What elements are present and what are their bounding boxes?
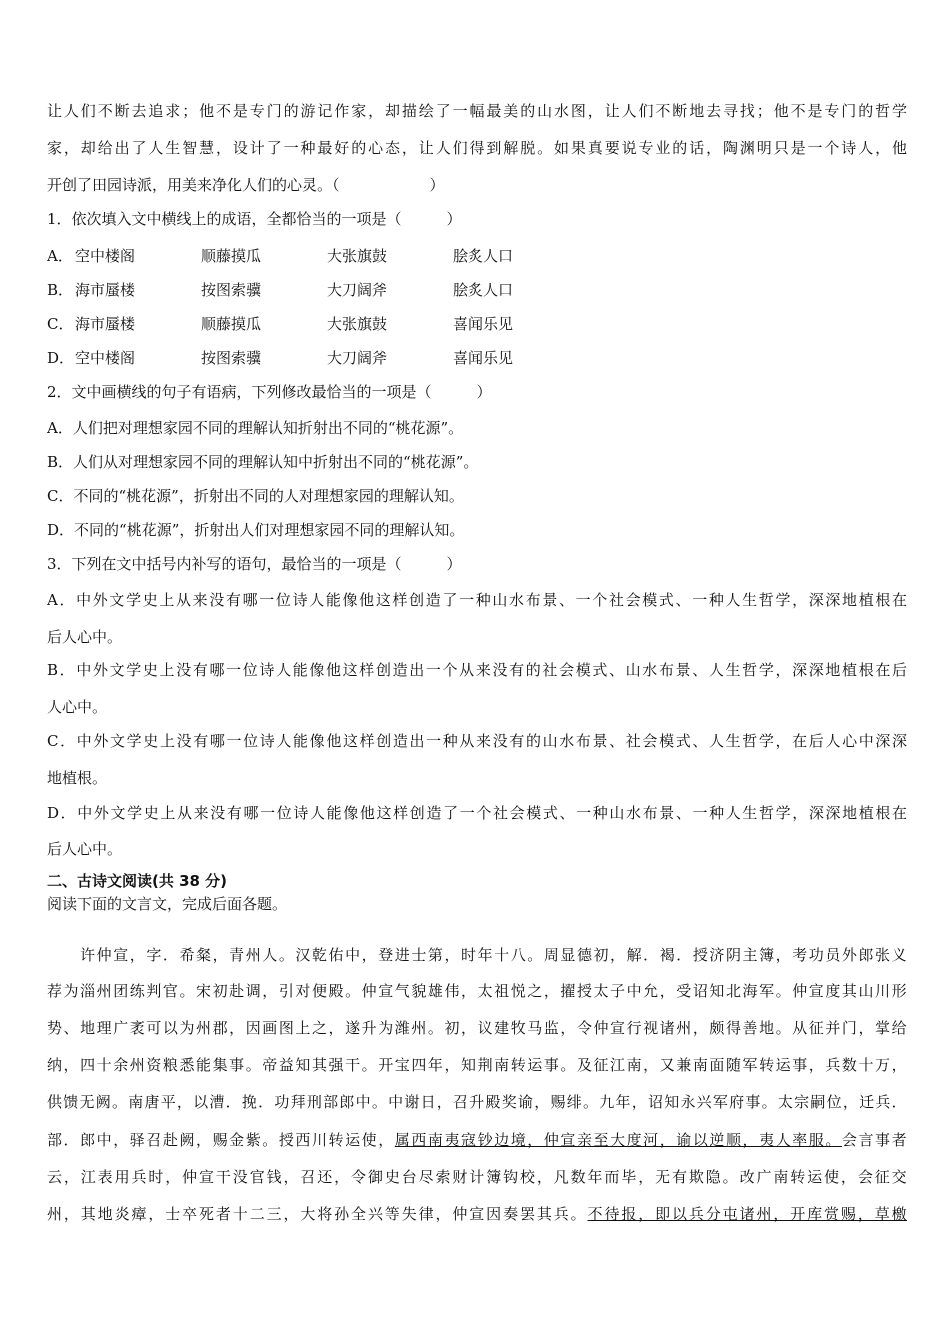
idiom: 空中楼阁 (75, 349, 136, 367)
q3-option-d-line2: 后人心中。 (47, 840, 123, 858)
q2-option-c: C．不同的“桃花源”，折射出不同的人对理想家园的理解认知。 (47, 487, 464, 505)
idiom: 按图索骥 (201, 349, 262, 367)
idiom: 大张旗鼓 (327, 315, 388, 333)
intro-line-1: 让人们不断去追求；他不是专门的游记作家，却描绘了一幅最美的山水图，让人们不断地去寻找；他不是专门的哲学 (47, 102, 907, 120)
q3-option-c-line2: 地植根。 (47, 769, 108, 787)
passage-line-2: 荐为淄州团练判官。宋初赴调，引对便殿。仲宣气貌雄伟，太祖悦之，擢授太子中允，受诏知北海军。仲宣度其山川形 (47, 982, 907, 1000)
q1-option-b (47, 273, 513, 307)
passage-line-6 (47, 1122, 907, 1158)
section-heading: 二、古诗文阅读(共 38 分) (47, 872, 228, 890)
section-instruction: 阅读下面的文言文，完成后面各题。 (47, 895, 288, 913)
idiom: 大刀阔斧 (327, 349, 388, 367)
q3-stem: 3．下列在文中括号内补写的语句，最恰当的一项是（ ） (47, 555, 462, 573)
passage-line-7: 云，江表用兵时，仲宣干没官钱，召还，令御史台尽索财计簿钩校，凡数年而毕，无有欺隐。改广南转运使，会征交 (47, 1168, 907, 1186)
q1-option-a (47, 239, 513, 273)
idiom: 顺藤摸瓜 (201, 315, 262, 333)
option-label: A． (47, 247, 73, 265)
q3-option-a-line2: 后人心中。 (47, 628, 123, 646)
q3-option-b-line2: 人心中。 (47, 698, 108, 716)
idiom: 大张旗鼓 (327, 247, 388, 265)
idiom: 脍炙人口 (453, 281, 514, 299)
idiom: 海市蜃楼 (75, 281, 136, 299)
q1-option-c (47, 307, 513, 341)
passage-text: 会言事者 (841, 1131, 908, 1149)
q3-option-d-line1: D．中外文学史上从来没有哪一位诗人能像他这样创造了一个社会模式、一种山水布景、一种人生哲学，深深地植根在 (47, 804, 907, 822)
passage-line-1: 许仲宣，字．希粲，青州人。汉乾佑中，登进士第，时年十八。周显德初，解．褐．授济阴主簿，考功员外郎张义 (47, 946, 907, 964)
passage-text: 州，其地炎瘴，士卒死者十二三，大将孙全兴等失律，仲宣因奏罢其兵。 (47, 1205, 588, 1223)
idiom: 喜闻乐见 (453, 349, 514, 367)
idiom: 空中楼阁 (75, 247, 136, 265)
option-label: D． (47, 349, 75, 367)
q2-option-d: D．不同的“桃花源”，折射出人们对理想家园不同的理解认知。 (47, 521, 465, 539)
idiom: 按图索骥 (201, 281, 262, 299)
passage-line-3: 势、地理广袤可以为州郡，因画图上之，遂升为潍州。初，议建牧马监，令仲宣行视诸州，颇得善地。从征并门，掌给 (47, 1019, 907, 1037)
intro-line-2: 家，却给出了人生智慧，设计了一种最好的心态，让人们得到解脱。如果真要说专业的话，陶渊明只是一个诗人，他 (47, 139, 907, 157)
option-label: C． (47, 315, 74, 333)
passage-line-5: 供馈无阙。南唐平，以漕．挽．功拜刑部郎中。中谢日，召升殿奖谕，赐绯。九年，诏知永兴军府事。太宗嗣位，迁兵． (47, 1093, 907, 1111)
idiom: 喜闻乐见 (453, 315, 514, 333)
idiom: 顺藤摸瓜 (201, 247, 262, 265)
intro-line-3: 开创了田园诗派，用美来净化人们的心灵。（ ） (47, 176, 445, 194)
q3-option-a-line1: A．中外文学史上从来没有哪一位诗人能像他这样创造了一种山水布景、一个社会模式、一种人生哲学，深深地植根在 (47, 591, 907, 609)
q1-stem: 1．依次填入文中横线上的成语，全都恰当的一项是（ ） (47, 210, 462, 228)
underlined-sentence: 不待报，即以兵分屯诸州，开库赏赐，草檄 (587, 1205, 907, 1223)
idiom: 海市蜃楼 (75, 315, 136, 333)
passage-line-4: 纳，四十余州资粮悉能集事。帝益知其强干。开宝四年，知荆南转运事。及征江南，又兼南面随军转运事，兵数十万， (47, 1056, 907, 1074)
passage-text: 部．郎中，驿召赴阙，赐金紫。授西川转运使， (47, 1131, 395, 1149)
option-label: B． (47, 281, 74, 299)
q1-option-d (47, 341, 513, 375)
q3-option-b-line1: B．中外文学史上没有哪一位诗人能像他这样创造出一个从来没有的社会模式、山水布景、人生哲学，深深地植根在后 (47, 661, 907, 679)
passage-line-8 (47, 1196, 907, 1232)
idiom: 脍炙人口 (453, 247, 514, 265)
q2-option-a: A．人们把对理想家园不同的理解认知折射出不同的“桃花源”。 (47, 419, 464, 437)
idiom: 大刀阔斧 (327, 281, 388, 299)
underlined-sentence: 属西南夷寇钞边境，仲宣亲至大度河，谕以逆顺，夷人率服。 (394, 1131, 842, 1149)
q3-option-c-line1: C．中外文学史上没有哪一位诗人能像他这样创造出一种从来没有的山水布景、社会模式、人生哲学，在后人心中深深 (47, 732, 907, 750)
q2-option-b: B．人们从对理想家园不同的理解认知中折射出不同的“桃花源”。 (47, 453, 479, 471)
q2-stem: 2．文中画横线的句子有语病，下列修改最恰当的一项是（ ） (47, 383, 492, 401)
